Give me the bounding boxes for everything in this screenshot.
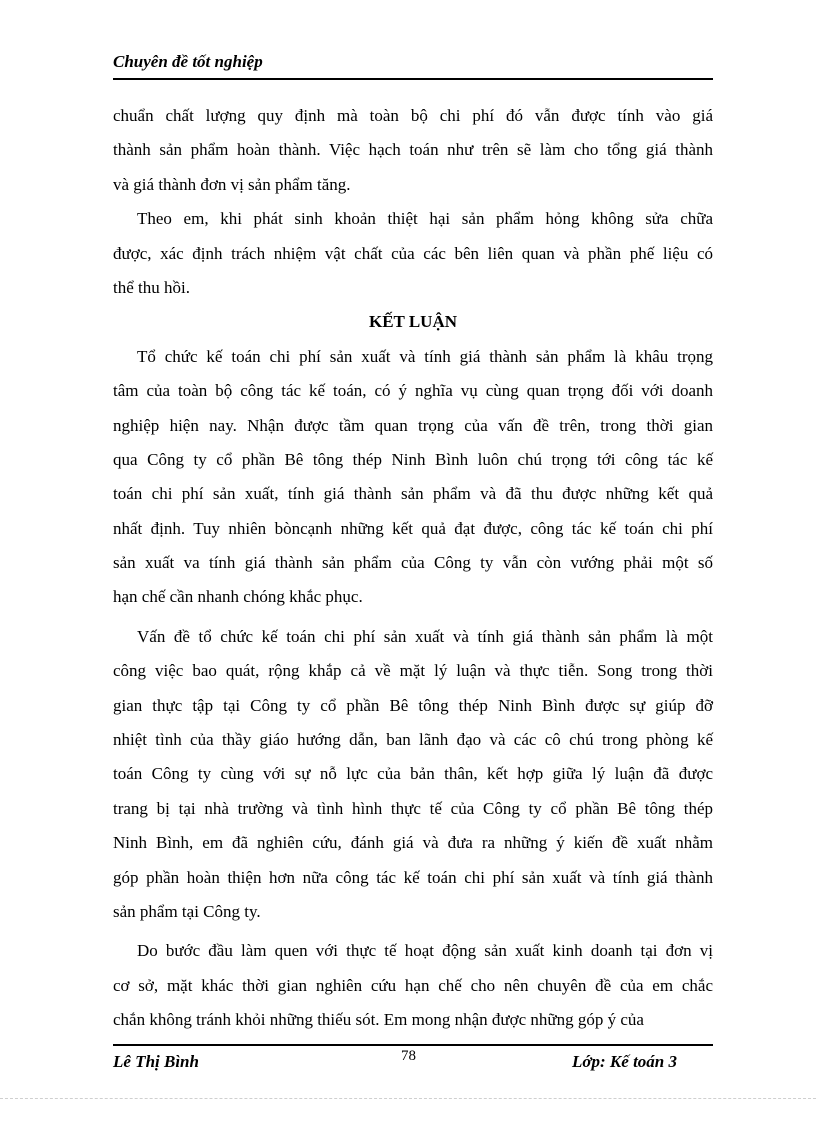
text-line: Ninh Bình, em đã nghiên cứu, đánh giá và đưa ra những ý kiến đề xuất nhằm: [113, 833, 713, 853]
page-number: 78: [401, 1048, 416, 1064]
text-line: chắn không tránh khỏi những thiếu sót. Em mong nhận được những góp ý của: [113, 1010, 644, 1030]
text-line: và giá thành đơn vị sản phẩm tăng.: [113, 174, 351, 194]
text-line: tâm của toàn bộ công tác kế toán, có ý nghĩa vụ cùng quan trọng đối với doanh: [113, 381, 713, 401]
text-line: gian thực tập tại Công ty cổ phần Bê tông thép Ninh Bình được sự giúp đỡ: [113, 695, 713, 715]
text-line: sản phẩm tại Công ty.: [113, 901, 261, 921]
text-line: sản xuất va tính giá thành sản phẩm của Công ty vẫn còn vướng phải một số: [113, 553, 713, 573]
text-line: Theo em, khi phát sinh khoản thiệt hại sản phẩm hỏng không sửa chữa: [137, 209, 713, 229]
paragraph-5: [113, 934, 713, 1037]
document-body: [113, 99, 713, 1038]
text-line: nhiệt tình của thầy giáo hướng dẫn, ban lãnh đạo và các cô chú trong phòng kế: [113, 730, 713, 750]
text-line: toán chi phí sản xuất, tính giá thành sản phẩm và đã thu được những kết quả: [113, 484, 713, 504]
text-line: qua Công ty cổ phần Bê tông thép Ninh Bình luôn chú trọng tới công tác kế: [113, 449, 713, 469]
section-heading: KẾT LUẬN: [368, 312, 457, 332]
text-line: thành sản phẩm hoàn thành. Việc hạch toán như trên sẽ làm cho tổng giá thành: [113, 140, 713, 160]
paragraph-4: [113, 620, 713, 930]
text-line: góp phần hoàn thiện hơn nữa công tác kế toán chi phí sản xuất và tính giá thành: [113, 867, 713, 887]
text-line: cơ sở, mặt khác thời gian nghiên cứu hạn chế cho nên chuyên đề của em chắc: [113, 975, 713, 995]
text-line: được, xác định trách nhiệm vật chất của các bên liên quan và phần phế liệu có: [113, 243, 713, 263]
paragraph-1: [113, 99, 713, 202]
page-header: [113, 50, 713, 80]
text-line: trang bị tại nhà trường và tình hình thực tế của Công ty cổ phần Bê tông thép: [113, 798, 713, 818]
paragraph-2: [113, 202, 713, 305]
text-line: toán Công ty cùng với sự nỗ lực của bản thân, kết hợp giữa lý luận đã được: [113, 764, 713, 784]
text-line: Vấn đề tổ chức kế toán chi phí sản xuất và tính giá thành sản phẩm là một: [137, 626, 713, 646]
text-line: hạn chế cần nhanh chóng khắc phục.: [113, 587, 363, 607]
text-line: nghiệp hiện nay. Nhận được tầm quan trọng của vấn đề trên, trong thời gian: [113, 415, 713, 435]
text-line: công việc bao quát, rộng khắp cả về mặt lý luận và thực tiễn. Song trong thời: [113, 661, 713, 681]
text-line: nhất định. Tuy nhiên bòncạnh những kết quả đạt được, công tác kế toán chi phí: [113, 518, 713, 538]
page-footer: [113, 1044, 713, 1076]
text-line: chuẩn chất lượng quy định mà toàn bộ chi phí đó vẫn được tính vào giá: [113, 106, 713, 125]
text-line: Do bước đầu làm quen với thực tế hoạt động sản xuất kinh doanh tại đơn vị: [137, 941, 713, 961]
document-title: Chuyên đề tốt nghiệp: [113, 52, 263, 71]
page-bottom-rule: [0, 1098, 816, 1099]
text-line: Tổ chức kế toán chi phí sản xuất và tính giá thành sản phẩm là khâu trọng: [137, 346, 713, 366]
footer-author: Lê Thị Bình: [113, 1052, 199, 1071]
footer-class: Lớp: Kế toán 3: [572, 1052, 677, 1071]
text-line: thể thu hồi.: [113, 277, 190, 297]
paragraph-3: [113, 340, 713, 615]
